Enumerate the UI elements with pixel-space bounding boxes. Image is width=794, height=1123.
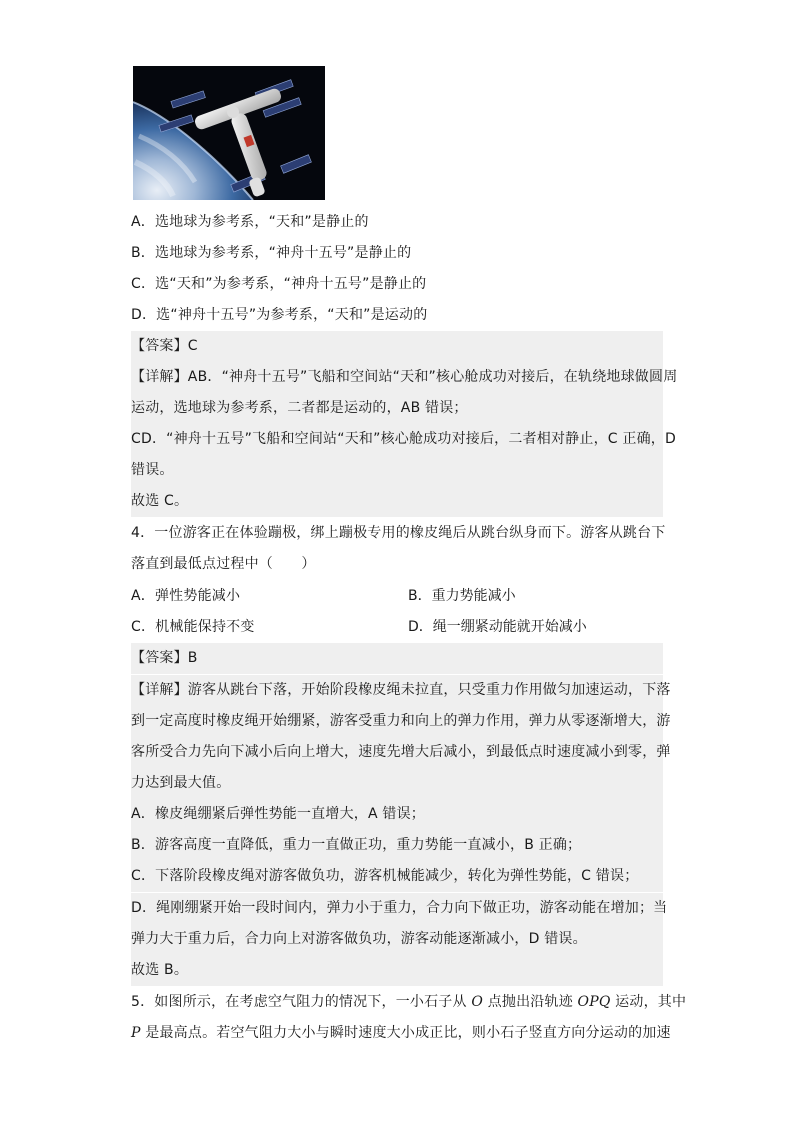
q3-conclusion: 故选 C。 (131, 486, 663, 517)
q3-answer: 【答案】C (131, 331, 663, 362)
q4-answer: 【答案】B (131, 643, 663, 674)
q5-text-a: 5．如图所示，在考虑空气阻力的情况下，一小石子从 (131, 994, 472, 1010)
q3-option-d: D．选“神舟十五号”为参考系，“天和”是运动的 (131, 307, 428, 323)
q4-option-d: D．绳一绷紧动能就开始减小 (408, 619, 587, 635)
q4-stem-line-2: 落直到最低点过程中（ ） (131, 556, 316, 572)
q3-analysis-line-2: 运动，选地球为参考系，二者都是运动的，AB 错误； (131, 393, 663, 424)
point-o-label: O (471, 994, 484, 1010)
q5-text-c: 运动，其中 (610, 994, 687, 1010)
q4-option-b: B．重力势能减小 (408, 588, 516, 604)
q3-analysis-line-3: CD．“神舟十五号”飞船和空间站“天和”核心舱成功对接后，二者相对静止，C 正确，D (131, 424, 663, 455)
q4-analysis-d-line-1: D．绳刚绷紧开始一段时间内，弹力小于重力，合力向下做正功，游客动能在增加；当 (131, 893, 663, 924)
q5-text-b: 点抛出沿轨迹 (483, 994, 578, 1010)
q3-analysis-line-1: 【详解】AB．“神舟十五号”飞船和空间站“天和”核心舱成功对接后，在轨绕地球做圆周 (131, 362, 663, 393)
space-station-image (133, 66, 325, 200)
q3-option-c: C．选“天和”为参考系，“神舟十五号”是静止的 (131, 276, 427, 292)
q3-option-a: A．选地球为参考系，“天和”是静止的 (131, 214, 369, 230)
q4-stem-line-1: 4．一位游客正在体验蹦极，绑上蹦极专用的橡皮绳后从跳台纵身而下。游客从跳台下 (131, 525, 666, 541)
trajectory-opq-label: OPQ (577, 994, 611, 1010)
q5-stem-line-2 (131, 1018, 671, 1049)
q4-analysis-b: B．游客高度一直降低，重力一直做正功，重力势能一直减小，B 正确； (131, 830, 663, 861)
q4-analysis-line-1: 【详解】游客从跳台下落，开始阶段橡皮绳未拉直，只受重力作用做匀加速运动，下落 (131, 675, 663, 706)
q4-analysis-line-3: 客所受合力先向下减小后向上增大，速度先增大后减小，到最低点时速度减小到零，弹 (131, 737, 663, 768)
q5-stem-line-1 (131, 987, 687, 1018)
space-station-illustration (133, 66, 325, 200)
q3-option-b: B．选地球为参考系，“神舟十五号”是静止的 (131, 245, 412, 261)
point-p-label: P (131, 1025, 141, 1041)
q5-text-d: 是最高点。若空气阻力大小与瞬时速度大小成正比，则小石子竖直方向分运动的加速 (140, 1025, 671, 1041)
q4-conclusion: 故选 B。 (131, 955, 663, 986)
q4-option-a: A．弹性势能减小 (131, 588, 241, 604)
q3-analysis-line-4: 错误。 (131, 455, 663, 486)
q4-analysis-line-4: 力达到最大值。 (131, 768, 663, 799)
q4-analysis-a: A．橡皮绳绷紧后弹性势能一直增大，A 错误； (131, 799, 663, 830)
q4-analysis-d-line-2: 弹力大于重力后，合力向上对游客做负功，游客动能逐渐减小，D 错误。 (131, 924, 663, 955)
q4-analysis-line-2: 到一定高度时橡皮绳开始绷紧，游客受重力和向上的弹力作用，弹力从零逐渐增大，游 (131, 706, 663, 737)
q4-option-c: C．机械能保持不变 (131, 619, 255, 635)
q4-analysis-c: C．下落阶段橡皮绳对游客做负功，游客机械能减少，转化为弹性势能，C 错误； (131, 861, 663, 892)
